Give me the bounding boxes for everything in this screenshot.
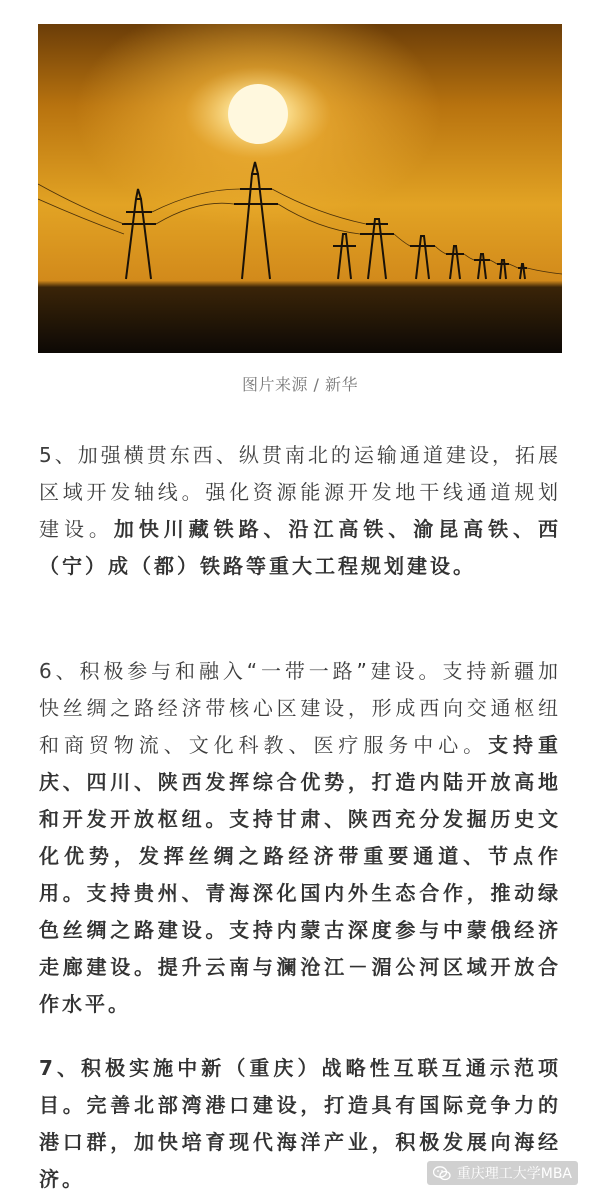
paragraph-5: [39, 437, 561, 585]
paragraph-6: [39, 653, 561, 1023]
source-watermark: [427, 1161, 578, 1185]
wechat-icon: [433, 1166, 451, 1181]
paragraph-5-text: 5、加强横贯东西、纵贯南北的运输通道建设，拓展区域开发轴线。强化资源能源开发地干线通道规划建设。: [39, 443, 561, 541]
sunset-power-towers-photo: [38, 24, 562, 353]
photo-caption: 图片来源 / 新华: [241, 375, 359, 394]
paragraph-7-bold-text: 7、积极实施中新（重庆）战略性互联互通示范项目。完善北部湾港口建设，打造具有国际竞争力的港口群，加快培育现代海洋产业，积极发展向海经济。: [39, 1056, 561, 1191]
paragraph-5-bold-text: 加快川藏铁路、沿江高铁、渝昆高铁、西（宁）成（都）铁路等重大工程规划建设。: [39, 517, 562, 578]
paragraph-6-text: 6、积极参与和融入“一带一路”建设。支持新疆加快丝绸之路经济带核心区建设，形成西向交通枢纽和商贸物流、文化科教、医疗服务中心。: [39, 659, 561, 757]
paragraph-6-bold-text: 支持重庆、四川、陕西发挥综合优势，打造内陆开放高地和开发开放枢纽。支持甘肃、陕西充分发掘历史文化优势，发挥丝绸之路经济带重要通道、节点作用。支持贵州、青海深化国内外生态合作，推动绿色丝绸之路建设。支持内蒙古深度参与中蒙俄经济走廊建设。提升云南与澜沧江－湄公河区域开放合作水平。: [39, 733, 562, 1016]
watermark-text: 重庆理工大学MBA: [456, 1166, 572, 1182]
